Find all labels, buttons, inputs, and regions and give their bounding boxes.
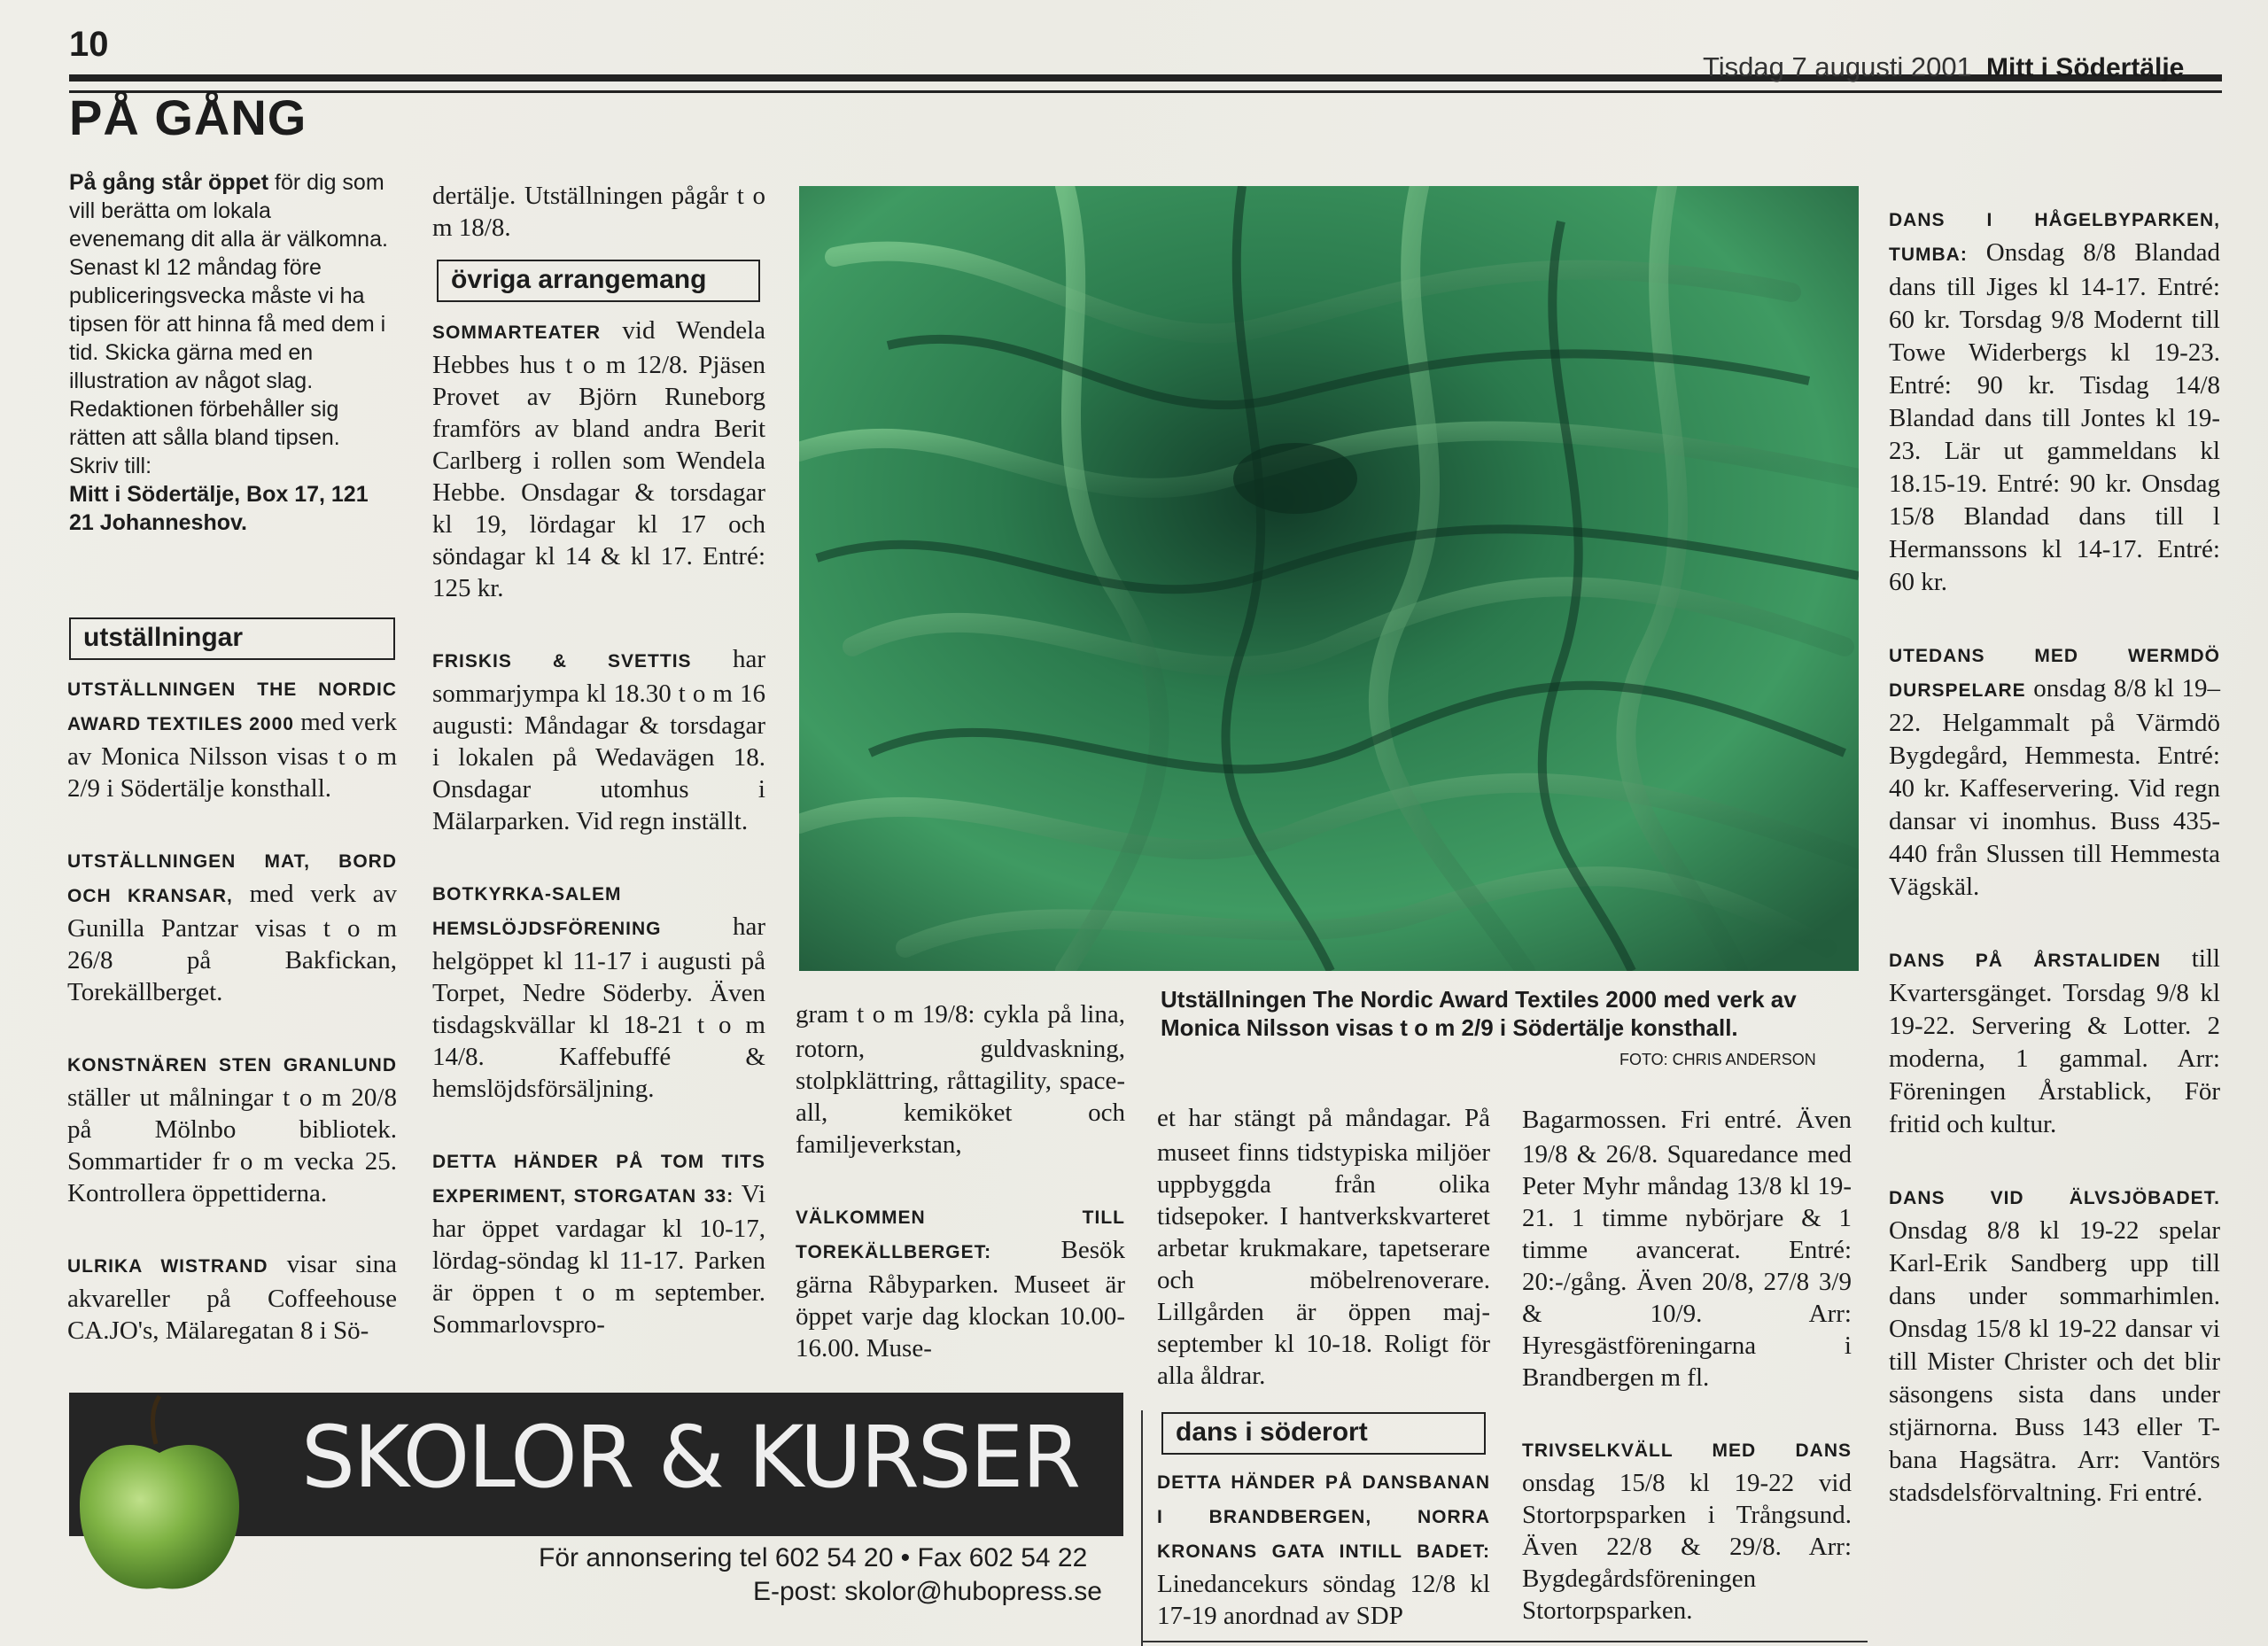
- listing-item: [432, 1144, 765, 1340]
- listing-lead: UTEDANS MED WERMDÖ DURSPELARE: [1889, 646, 2220, 701]
- column-divider: [1141, 1410, 1143, 1646]
- column-exhibitions: [67, 672, 397, 1386]
- listing-lead: DANS I HÅGELBYPARKEN, TUMBA:: [1889, 210, 2220, 265]
- intro-text: [69, 168, 388, 537]
- listing-item: [1157, 1464, 1490, 1632]
- ad-title: SKOLOR & KURSER: [301, 1408, 1080, 1507]
- listing-item: [1889, 638, 2220, 904]
- intro-address: Mitt i Södertälje, Box 17, 121 21 Johanneshov.: [69, 482, 369, 535]
- listing-item: [1889, 943, 2220, 1141]
- listing-lead: DETTA HÄNDER PÅ DANSBANAN I BRANDBERGEN, NORRA KRONANS GATA INTILL BADET:: [1157, 1472, 1490, 1562]
- listing-text: Vi har öppet vardagar kl 10-17, lördag-söndag kl 11-17. Parken är öppen t o m september. Sommarlovspro-: [432, 1180, 766, 1339]
- listing-text: har sommarjympa kl 18.30 t o m 16 augusti: Måndagar & torsdagar i lokalen på Wedavägen 18. Onsdagar utomhus i Mälarparken. Vid regn inställt.: [432, 645, 765, 835]
- listing-item: [796, 998, 1125, 1161]
- listing-text: har helgöppet kl 11-17 i augusti på Torpet, Nedre Söderby. Även tisdagskvällar kl 18-21 t o m 14/8. Kaffebuffé & hemslöjdsförsäljning.: [432, 912, 765, 1103]
- bottom-rule: [1141, 1641, 1868, 1642]
- listing-item: [67, 1047, 397, 1209]
- heading-ovriga-arrangemang: övriga arrangemang: [437, 260, 760, 302]
- newspaper-name: Mitt i Södertälje: [1986, 53, 2185, 82]
- column-5: [1522, 1104, 1852, 1646]
- listing-text: et har stängt på måndagar. På museet finns tidstypiska miljöer uppbyggda från olika tidsepoker. I hantverkskvarteret arbetar krukmakare, tapetserare och möbelrenoverare. Lillgården är öppen maj-september kl 10-18. Roligt för alla åldrar.: [1157, 1104, 1490, 1390]
- column-dance: [1889, 202, 2220, 1549]
- listing-lead: DETTA HÄNDER PÅ TOM TITS EXPERIMENT, STORGATAN 33:: [432, 1152, 765, 1207]
- heading-dans-i-soderort: dans i söderort: [1161, 1412, 1486, 1455]
- listing-text: Onsdag 8/8 kl 19-22 spelar Karl-Erik Sandberg upp till dans under sommarhimlen. Onsdag 15/8 kl 19-22 dansar vi till Mister Christer och det blir säsongens sista dans under stjärnorna. Buss 143 eller T-bana Hagsätra. Arr: Vantörs stadsdelsförvaltning. Fri entré.: [1889, 1216, 2220, 1507]
- listing-lead: SOMMARTEATER: [432, 322, 602, 343]
- listing-item: [67, 1248, 397, 1347]
- listing-text: Bagarmossen. Fri entré. Även 19/8 & 26/8. Squaredance med Peter Myhr måndag 13/8 kl 19-21. 1 timme nybörjare & 1 timme avancerat. Entré: 20:-/gång. Även 20/8, 27/8 3/9 & 10/9. Arr: Hyresgästföreningarna i Brandbergen m fl.: [1522, 1106, 1852, 1392]
- listing-lead: VÄLKOMMEN TILL TOREKÄLLBERGET:: [796, 1207, 1125, 1262]
- listing-lead: DANS PÅ ÅRSTALIDEN: [1889, 951, 2162, 971]
- column-2-top: dertälje. Utställningen pågår t o m 18/8.: [432, 182, 765, 242]
- listing-item: [67, 843, 397, 1008]
- listing-item: [432, 876, 765, 1105]
- listing-text: vid Wendela Hebbes hus t o m 12/8. Pjäsen Provet av Björn Runeborg framförs av bland andra Berit Carlberg i rollen som Wendela Hebbe. Onsdagar & torsdagar kl 19, lördagar kl 17 och söndagar kl 14 & kl 17. Entré: 125 kr.: [432, 316, 765, 602]
- ad-email: E-post: skolor@hubopress.se: [753, 1577, 1102, 1606]
- ad-phone-fax: För annonsering tel 602 54 20 • Fax 602 54 22: [539, 1543, 1088, 1572]
- listing-text: Linedancekurs söndag 12/8 kl 17-19 anordnad av SDP: [1157, 1570, 1490, 1630]
- listing-text: onsdag 15/8 kl 19-22 vid Stortorpsparken i Trångsund. Även 22/8 & 29/8. Arr: Bygdegårdsföreningen Stortorpsparken.: [1522, 1469, 1852, 1625]
- listing-lead: BOTKYRKA-SALEM HEMSLÖJDSFÖRENING: [432, 884, 662, 939]
- column-4b: [1157, 1464, 1490, 1646]
- listing-text: till Kvartersgänget. Torsdag 9/8 kl 19-22. Servering & Lotter. 2 moderna, 1 gammal. Arr: Föreningen Årstablick, För fritid och kultur.: [1889, 944, 2220, 1138]
- listing-lead: KONSTNÄREN STEN GRANLUND: [67, 1055, 397, 1075]
- listing-text: Besök gärna Råbyparken. Museet är öppet varje dag klockan 10.00-16.00. Muse-: [796, 1236, 1125, 1363]
- column-events: [432, 314, 765, 1379]
- listing-text: gram t o m 19/8: cykla på lina, rotorn, guldvaskning, stolpklättring, råttagility, space-all, kemiköket och familjeverkstan,: [796, 1000, 1125, 1159]
- listing-item: [1522, 1432, 1852, 1627]
- listing-item: [1157, 1102, 1490, 1392]
- photo-credit: FOTO: CHRIS ANDERSON: [1619, 1051, 1816, 1068]
- heading-utstallningar: utställningar: [69, 617, 395, 660]
- listing-lead: UTSTÄLLNINGEN THE NORDIC AWARD TEXTILES 2000: [67, 679, 397, 734]
- listing-text: onsdag 8/8 kl 19–22. Helgammalt på Värmdö Bygdegård, Hemmesta. Entré: 40 kr. Kaffeservering. Vid regn dansar vi inomhus. Buss 435-440 från Slussen till Hemmesta Vägskäl.: [1889, 674, 2220, 901]
- listing-item: [67, 672, 397, 804]
- listing-item: [1889, 1180, 2220, 1510]
- listing-item: [796, 1200, 1125, 1364]
- section-title: PÅ GÅNG: [69, 89, 307, 145]
- listing-lead: FRISKIS & SVETTIS: [432, 651, 692, 672]
- listing-text: med verk av Monica Nilsson visas t o m 2/9 i Södertälje konsthall.: [67, 708, 397, 803]
- column-4: [1157, 1102, 1490, 1431]
- listing-lead: ULRIKA WISTRAND: [67, 1256, 268, 1277]
- listing-item: [432, 314, 765, 604]
- textile-photo: [799, 186, 1859, 971]
- listing-text: Onsdag 8/8 Blandad dans till Jiges kl 14-17. Entré: 60 kr. Torsdag 9/8 Modernt till Towe Widerbergs kl 19-23. Entré: 90 kr. Tisdag 14/8 Blandad dans till Jontes kl 19-23. Lär ut gammeldans kl 18.15-19. Entré: 90 kr. Onsdag 15/8 Blandad dans till l Hermanssons kl 14-17. Entré: 60 kr.: [1889, 238, 2220, 596]
- listing-item: [1522, 1104, 1852, 1394]
- listing-text: ställer ut målningar t o m 20/8 på Mölnbo bibliotek. Sommartider fr o m vecka 25. Kontrollera öppettiderna.: [67, 1083, 397, 1207]
- photo-caption: Utställningen The Nordic Award Textiles 2000 med verk av Monica Nilsson visas t o m 2/9 i Södertälje konsthall.: [1161, 986, 1797, 1041]
- listing-item: [1889, 202, 2220, 599]
- column-3: [796, 998, 1125, 1403]
- listing-lead: TRIVSELKVÄLL MED DANS: [1522, 1440, 1852, 1461]
- intro-body: för dig som vill berätta om lokala evenemang dit alla är välkomna. Senast kl 12 måndag före publiceringsvecka måste vi ha tipsen för att hinna få med dem i tid. Skicka gärna med en illustration av något slag. Redaktionen förbehåller sig rätten att sålla bland tipsen. Skriv till:: [69, 170, 388, 478]
- header-rule-thin: [69, 90, 2222, 93]
- listing-item: [432, 643, 765, 837]
- page-number: 10: [69, 25, 109, 64]
- apple-icon: [71, 1391, 248, 1603]
- textile-photo-image: [799, 186, 1859, 971]
- issue-date: Tisdag 7 augusti 2001: [1703, 51, 1972, 82]
- listing-text: visar sina akvareller på Coffeehouse CA.JO's, Mälaregatan 8 i Sö-: [67, 1250, 398, 1345]
- listing-text: med verk av Gunilla Pantzar visas t o m 26/8 på Bakfickan, Torekällberget.: [67, 880, 397, 1006]
- intro-bold-start: På gång står öppet: [69, 170, 269, 195]
- listing-lead: DANS VID ÄLVSJÖBADET.: [1889, 1188, 2220, 1208]
- listing-lead: UTSTÄLLNINGEN MAT, BORD OCH KRANSAR,: [67, 851, 397, 906]
